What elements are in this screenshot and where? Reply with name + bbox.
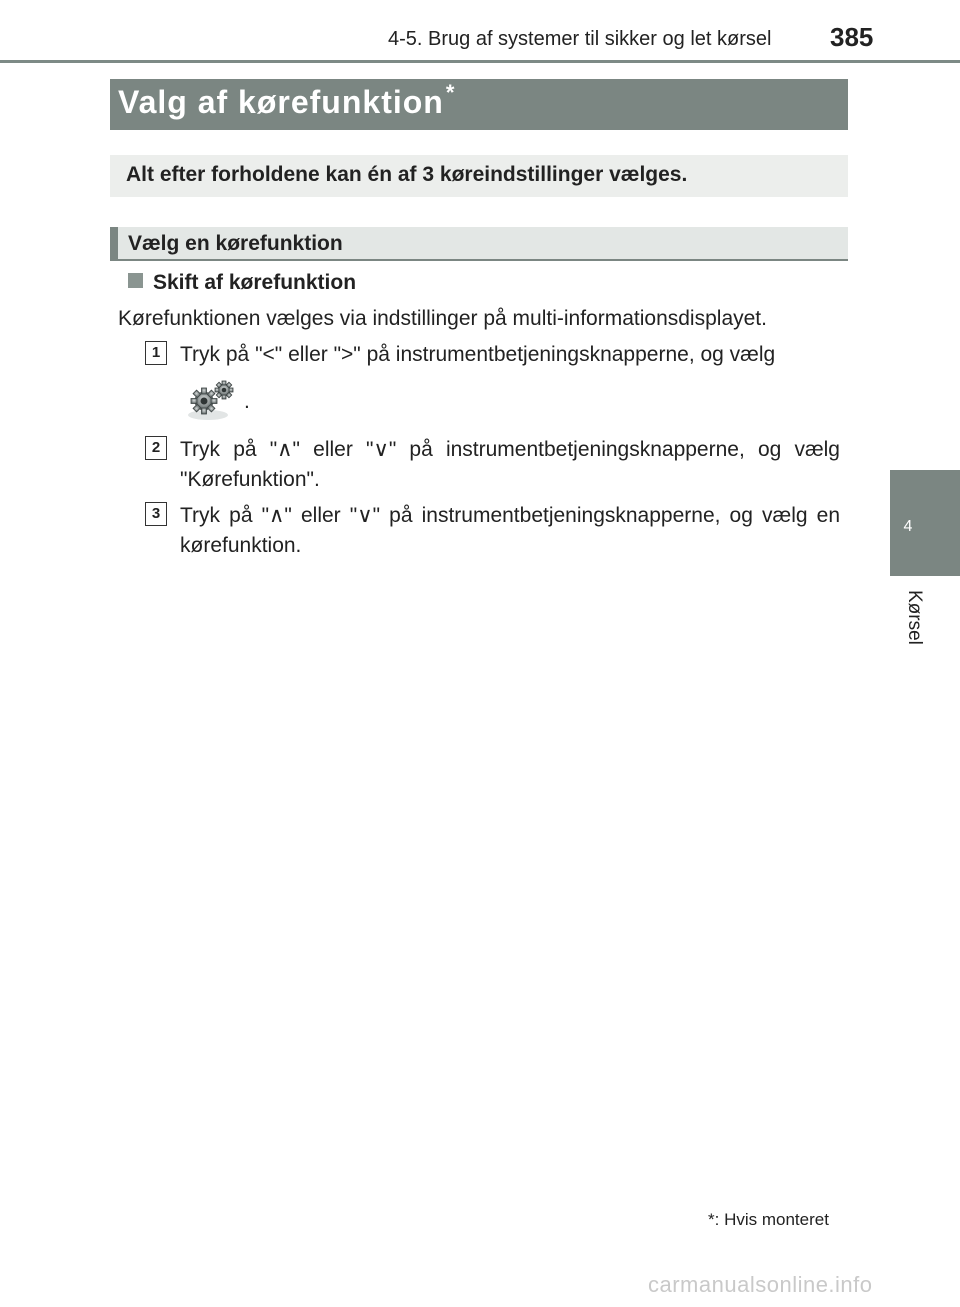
gear-icon — [186, 377, 238, 421]
step-text-1: Tryk på "<" eller ">" på instrumentbetjeningsknapperne, og vælg — [180, 343, 776, 366]
chapter-number: 4 — [903, 518, 913, 535]
step-number-1: 1 — [145, 341, 167, 365]
footnote-asterisk: * — [708, 1210, 715, 1229]
subheading-text: Skift af kørefunktion — [153, 271, 357, 294]
intro-text: Alt efter forholdene kan én af 3 køreindstillinger vælges. — [126, 163, 688, 186]
page-number: 385 — [830, 22, 874, 52]
square-bullet-icon — [128, 273, 143, 288]
running-header: 4-5. Brug af systemer til sikker og let kørsel — [388, 28, 772, 50]
title-asterisk: * — [445, 80, 456, 105]
step-text-2: Tryk på "∧" eller "∨" på instrumentbetjeningsknapperne, og vælg "Kørefunktion". — [180, 438, 840, 491]
subheading — [128, 271, 356, 295]
step-text-3: Tryk på "∧" eller "∨" på instrumentbetjeningsknapperne, og vælg en kørefunktion. — [180, 504, 840, 557]
footnote-text: : Hvis monteret — [714, 1210, 829, 1229]
footnote — [708, 1210, 829, 1230]
page-title — [118, 80, 456, 121]
page-title-text: Valg af kørefunktion — [118, 84, 444, 120]
header-divider — [0, 60, 960, 63]
step-number-3: 3 — [145, 502, 167, 526]
body-paragraph: Kørefunktionen vælges via indstillinger på multi-informationsdisplayet. — [118, 307, 767, 330]
watermark: carmanualsonline.info — [648, 1272, 873, 1297]
section-bar-accent — [110, 227, 118, 261]
section-heading: Vælg en kørefunktion — [128, 232, 343, 255]
chapter-label: Kørsel — [904, 590, 925, 645]
step-number-2: 2 — [145, 436, 167, 460]
step-1-period: . — [244, 390, 250, 413]
